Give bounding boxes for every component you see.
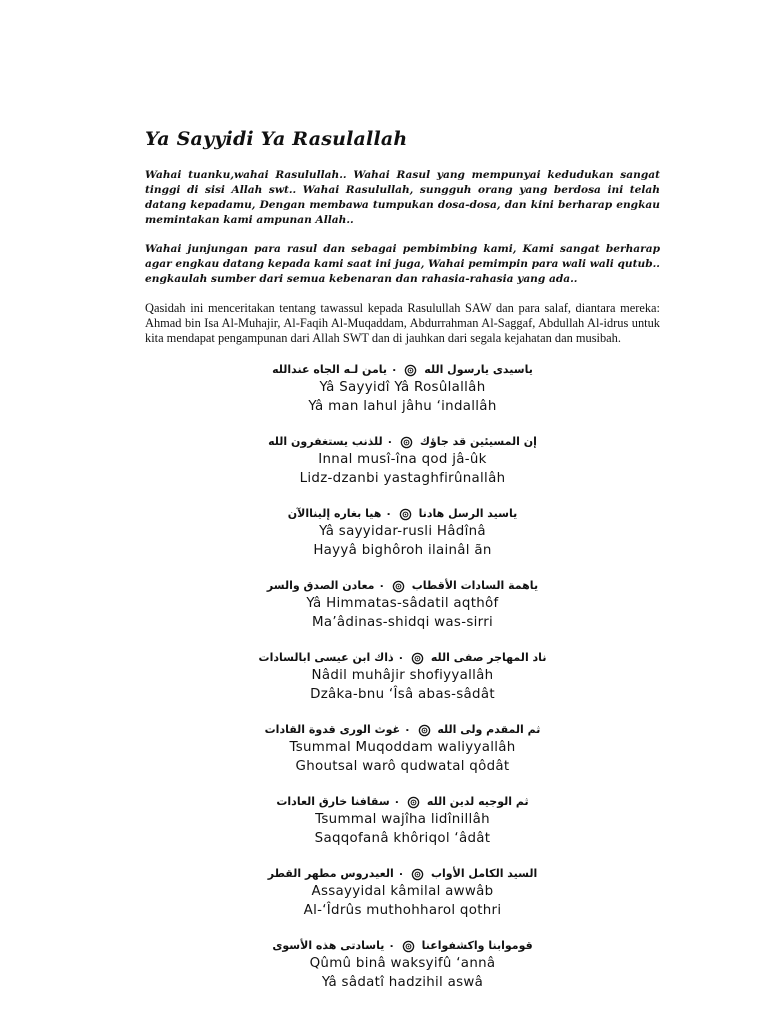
verse-arabic-second-half: ذاك ابن عيسى ابالسادات xyxy=(258,651,394,664)
intro-paragraph-1: Wahai tuanku,wahai Rasulullah.. Wahai Rasul yang mempunyai kedudukan sangat tinggi di sisi Allah swt.. Wahai Rasulullah, sungguh orang yang berdosa ini telah datang kepadamu, Dengan membawa tumpukan dosa-dosa, dan kini berharap engkau memintakan kami ampunan Allah.. xyxy=(145,169,660,226)
verse-block xyxy=(145,866,660,920)
verse-arabic-first-half: ثم الوجيه لدين الله xyxy=(426,795,529,808)
verse-arabic-line xyxy=(145,650,660,666)
verse-arabic-first-half: السيد الكامل الأواب xyxy=(430,867,538,880)
verse-separator-dot: ٠ xyxy=(387,363,402,376)
verse-separator-dot: ٠ xyxy=(389,795,405,808)
verse-separator-ornament-icon xyxy=(402,940,415,953)
verse-block xyxy=(145,362,660,416)
verse-separator-ornament-icon xyxy=(407,796,420,809)
verse-arabic-line xyxy=(145,578,660,594)
verse-latin-line-1: Yâ Sayyidî Yâ Rosûlallâh xyxy=(319,380,486,395)
verse-latin-line-1: Yâ Himmatas-sâdatil aqthôf xyxy=(306,596,499,611)
verse-latin-line-1: Nâdil muhâjir shofiyyallâh xyxy=(311,668,494,683)
verse-separator-ornament-icon xyxy=(400,436,413,449)
verse-separator-dot: ٠ xyxy=(400,723,415,736)
verse-arabic-line xyxy=(145,506,660,522)
page-title: Ya Sayyidi Ya Rasulallah xyxy=(145,128,408,150)
verse-arabic-line xyxy=(145,722,660,738)
verse-arabic-line xyxy=(145,866,660,882)
verse-block xyxy=(145,650,660,704)
verse-arabic-line xyxy=(145,938,660,954)
verse-block xyxy=(145,578,660,632)
verse-arabic-first-half: ثم المقدم ولى الله xyxy=(437,723,541,736)
description-paragraph: Qasidah ini menceritakan tentang tawassul kepada Rasulullah SAW dan para salaf, diantara mereka: Ahmad bin Isa Al-Muhajir, Al-Faqih Al-Muqaddam, Abdurrahman Al-Saggaf, Abdullah Al-idrus untuk kita mendapat pengampunan dari Allah SWT dan di jauhkan dari segala kejahatan dan musibah. xyxy=(145,301,660,345)
verse-latin-line-1: Qûmû binâ waksyifû ‘annâ xyxy=(309,956,496,971)
verse-block xyxy=(145,434,660,488)
verse-latin-line-2: Saqqofanâ khôriqol ‘âdât xyxy=(314,831,491,846)
verse-latin-line-2: Al-‘Îdrûs muthohharol qothri xyxy=(303,903,502,918)
verse-arabic-second-half: هيا بغاره إليناالآن xyxy=(287,507,382,520)
verse-arabic-second-half: معادن الصدق والسر xyxy=(266,579,375,592)
verse-latin-line-1: Tsummal Muqoddam waliyyallâh xyxy=(289,740,516,755)
verse-arabic-second-half: ياسادتى هذه الأسوى xyxy=(272,939,385,952)
verse-block xyxy=(145,722,660,776)
verse-arabic-second-half: للذنب يستغفرون الله xyxy=(268,435,383,448)
verse-latin-line-2: Ma’âdinas-shidqi was-sirri xyxy=(311,615,494,630)
verse-arabic-second-half: غوث الورى قدوة القادات xyxy=(264,723,401,736)
verse-latin-line-2: Yâ man lahul jâhu ‘indallâh xyxy=(308,399,497,414)
verse-separator-dot: ٠ xyxy=(381,507,396,520)
document-page xyxy=(145,120,660,1010)
verse-arabic-first-half: إن المسيئين قد جاؤك xyxy=(419,435,537,448)
verse-block xyxy=(145,506,660,560)
verse-arabic-first-half: ياسيد الرسل هادنا xyxy=(418,507,518,520)
verse-arabic-first-half: ياسيدى يارسول الله xyxy=(424,363,533,376)
verse-latin-line-1: Innal musî-îna qod jâ-ûk xyxy=(318,452,487,467)
verse-separator-dot: ٠ xyxy=(374,579,389,592)
intro-paragraph-2: Wahai junjungan para rasul dan sebagai pembimbing kami, Kami sangat berharap agar engkau datang kepada kami saat ini juga, Wahai pemimpin para wali wali qutub.. engkaulah sumber dari semua kebenaran dan rahasia-rahasia yang ada.. xyxy=(145,243,660,285)
verse-separator-dot: ٠ xyxy=(382,435,397,448)
verse-latin-line-1: Tsummal wajîha lidînillâh xyxy=(315,812,490,827)
verse-separator-dot: ٠ xyxy=(393,651,409,664)
verse-list xyxy=(145,362,660,992)
verse-latin-line-2: Ghoutsal warô qudwatal qôdât xyxy=(295,759,510,774)
verse-arabic-line xyxy=(145,434,660,450)
verse-separator-ornament-icon xyxy=(399,508,412,521)
verse-separator-ornament-icon xyxy=(411,652,424,665)
verse-separator-ornament-icon xyxy=(404,364,417,377)
verse-arabic-line xyxy=(145,794,660,810)
verse-arabic-first-half: ناد المهاجر صفى الله xyxy=(430,651,547,664)
verse-block xyxy=(145,938,660,992)
verse-separator-dot: ٠ xyxy=(384,939,399,952)
verse-latin-line-1: Yâ sayyidar-rusli Hâdînâ xyxy=(319,524,486,539)
verse-separator-ornament-icon xyxy=(418,724,431,737)
verse-arabic-line xyxy=(145,362,660,378)
verse-latin-line-2: Dzâka-bnu ‘Îsâ abas-sâdât xyxy=(310,687,495,702)
verse-separator-dot: ٠ xyxy=(393,867,409,880)
verse-arabic-second-half: العيدروس مطهر القطر xyxy=(267,867,394,880)
verse-arabic-second-half: سقافنا خارق العادات xyxy=(276,795,390,808)
verse-latin-line-2: Yâ sâdatî hadzihil aswâ xyxy=(321,975,484,990)
verse-arabic-first-half: قوموابنا واكشفواعنا xyxy=(421,939,533,952)
verse-separator-ornament-icon xyxy=(411,868,424,881)
verse-latin-line-2: Lidz-dzanbi yastaghfirûnallâh xyxy=(299,471,506,486)
verse-separator-ornament-icon xyxy=(392,580,405,593)
verse-arabic-second-half: يامن لـه الجاه عندالله xyxy=(272,363,388,376)
verse-latin-line-1: Assayyidal kâmilal awwâb xyxy=(311,884,494,899)
verse-block xyxy=(145,794,660,848)
verse-arabic-first-half: ياهمة السادات الأقطاب xyxy=(411,579,539,592)
verse-latin-line-2: Hayyâ bighôroh ilainâl ãn xyxy=(313,543,492,558)
